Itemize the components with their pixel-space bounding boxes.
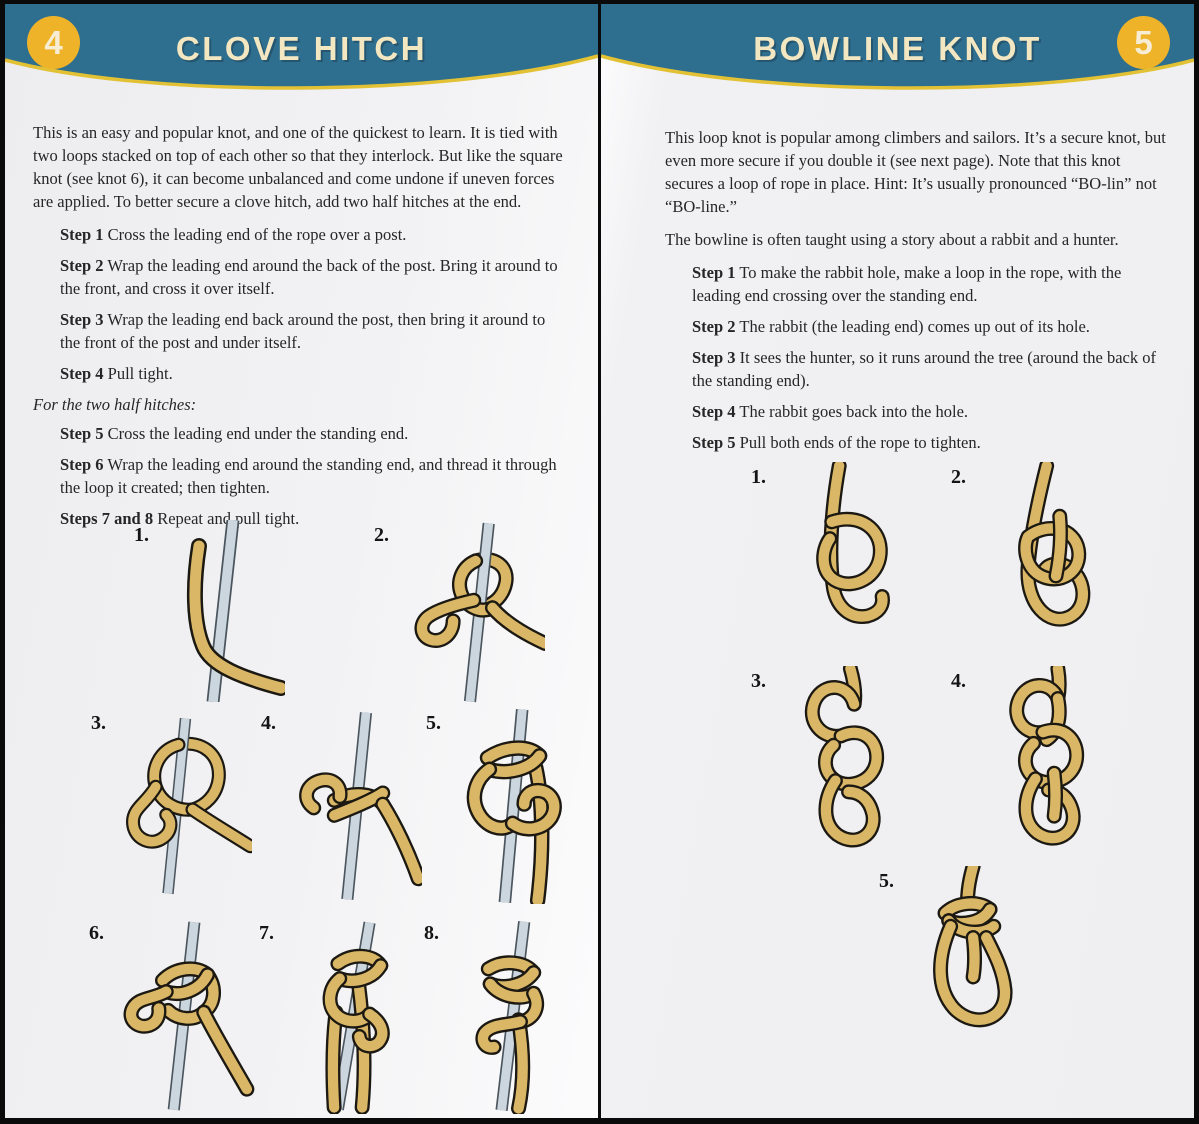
rope bbox=[383, 804, 418, 879]
figure-clove-step-2 bbox=[374, 520, 545, 705]
step-label: Step 3 bbox=[692, 348, 736, 367]
knot-step-illustration bbox=[972, 462, 1112, 647]
figure-label: 1. bbox=[751, 466, 766, 488]
rope bbox=[1054, 773, 1055, 816]
rope bbox=[519, 1020, 523, 1109]
step-label: Step 6 bbox=[60, 455, 104, 474]
rope bbox=[193, 810, 251, 847]
step-label: Step 1 bbox=[60, 225, 104, 244]
figure-clove-step-5 bbox=[426, 708, 582, 904]
figure-label: 4. bbox=[261, 712, 276, 734]
step-text: Wrap the leading end back around the post, then bring it around to the front of the post and under itself. bbox=[60, 310, 546, 352]
figure-label: 6. bbox=[89, 922, 104, 944]
step-label: Step 2 bbox=[60, 256, 104, 275]
step-item bbox=[60, 362, 568, 385]
figure-bowline-step-2 bbox=[951, 462, 1112, 647]
figure-label: 8. bbox=[424, 922, 439, 944]
step-text: Pull both ends of the rope to tighten. bbox=[739, 433, 981, 452]
rope bbox=[195, 546, 281, 688]
figure-label: 4. bbox=[951, 670, 966, 692]
figure-label: 5. bbox=[879, 870, 894, 892]
step-item bbox=[692, 400, 1166, 423]
step-item bbox=[692, 346, 1166, 392]
knot-step-illustration bbox=[110, 918, 260, 1114]
step-text: Wrap the leading end around the standing end, and thread it through the loop it created; then tighten. bbox=[60, 455, 557, 497]
figure-clove-step-1 bbox=[134, 520, 285, 702]
step-label: Step 2 bbox=[692, 317, 736, 336]
step-label: Step 3 bbox=[60, 310, 104, 329]
figure-bowline-step-5 bbox=[879, 866, 1050, 1041]
figure-label: 1. bbox=[134, 524, 149, 546]
step-list bbox=[33, 422, 568, 530]
step-list bbox=[33, 223, 568, 385]
intro-paragraph: This is an easy and popular knot, and one of the quickest to learn. It is tied with two loops stacked on top of each other so that they interlock. But like the square knot (see knot 6), it can become unbalanced and come undone if uneven forces are applied. To better secure a clove hitch, add two half hitches at the end. bbox=[33, 123, 563, 211]
rope bbox=[333, 1012, 336, 1107]
step-label: Step 1 bbox=[692, 263, 736, 282]
knot-step-illustration bbox=[900, 866, 1050, 1041]
knot-step-illustration bbox=[155, 520, 285, 702]
step-text: It sees the hunter, so it runs around the tree (around the back of the standing end). bbox=[692, 348, 1156, 390]
step-text: Cross the leading end of the rope over a post. bbox=[107, 225, 407, 244]
knot-step-illustration bbox=[447, 708, 582, 904]
step-text: The rabbit goes back into the hole. bbox=[739, 402, 969, 421]
knot-step-illustration bbox=[972, 666, 1112, 858]
step-label: Steps 7 and 8 bbox=[60, 509, 154, 528]
page-title: CLOVE HITCH bbox=[175, 30, 428, 67]
knot-step-illustration bbox=[280, 918, 420, 1114]
instructions bbox=[601, 104, 1194, 454]
step-text: To make the rabbit hole, make a loop in the rope, with the leading end crossing over the standing end. bbox=[692, 263, 1122, 305]
figure-label: 2. bbox=[374, 524, 389, 546]
step-text: Repeat and pull tight. bbox=[157, 509, 300, 528]
step-item bbox=[60, 453, 568, 499]
knot-step-illustration bbox=[282, 708, 422, 904]
step-text: Pull tight. bbox=[107, 364, 173, 383]
step-item bbox=[60, 308, 568, 354]
figure-label: 5. bbox=[426, 712, 441, 734]
rope bbox=[204, 1012, 247, 1089]
knot-step-illustration bbox=[112, 708, 252, 904]
figure-bowline-step-4 bbox=[951, 666, 1112, 858]
page-bowline-knot bbox=[601, 4, 1194, 1118]
step-item bbox=[60, 223, 568, 246]
knot-step-illustration bbox=[445, 918, 577, 1114]
figure-clove-step-7 bbox=[259, 918, 420, 1114]
story-paragraph: The bowline is often taught using a story about a rabbit and a hunter. bbox=[665, 230, 1119, 249]
figure-clove-step-8 bbox=[424, 918, 577, 1114]
intro-paragraph: This loop knot is popular among climbers and sailors. It’s a secure knot, but even more secure if you double it (see next page). Note that this knot secures a loop of rope in place. Hint: It’s usually pronounced “BO-lin” not “BO-line.” bbox=[665, 128, 1166, 216]
figure-bowline-step-1 bbox=[751, 462, 912, 647]
knot-step-illustration bbox=[772, 462, 912, 647]
figure-label: 3. bbox=[751, 670, 766, 692]
step-label: Step 5 bbox=[692, 433, 736, 452]
step-item bbox=[60, 422, 568, 445]
step-item bbox=[60, 254, 568, 300]
figure-clove-step-4 bbox=[261, 708, 422, 904]
step-label: Step 5 bbox=[60, 424, 104, 443]
step-label: Step 4 bbox=[60, 364, 104, 383]
step-item bbox=[692, 261, 1166, 307]
instructions bbox=[5, 104, 598, 530]
knot-step-illustration bbox=[395, 520, 545, 705]
page-number: 4 bbox=[44, 23, 63, 61]
step-item bbox=[692, 315, 1166, 338]
figure-clove-step-6 bbox=[89, 918, 260, 1114]
page-number: 5 bbox=[1134, 23, 1153, 61]
half-hitch-heading: For the two half hitches: bbox=[33, 395, 197, 414]
step-text: Cross the leading end under the standing end. bbox=[107, 424, 409, 443]
figure-bowline-step-3 bbox=[751, 666, 912, 858]
rope bbox=[1056, 516, 1060, 576]
figure-clove-step-3 bbox=[91, 708, 252, 904]
rope bbox=[973, 938, 974, 977]
figure-label: 3. bbox=[91, 712, 106, 734]
step-text: The rabbit (the leading end) comes up out of its hole. bbox=[739, 317, 1090, 336]
step-label: Step 4 bbox=[692, 402, 736, 421]
figure-label: 7. bbox=[259, 922, 274, 944]
knot-step-illustration bbox=[772, 666, 912, 858]
step-list bbox=[665, 261, 1166, 454]
figure-label: 2. bbox=[951, 466, 966, 488]
page-title: BOWLINE KNOT bbox=[753, 30, 1042, 67]
step-item bbox=[692, 431, 1166, 454]
step-text: Wrap the leading end around the back of the post. Bring it around to the front, and cross it over itself. bbox=[60, 256, 558, 298]
page-clove-hitch bbox=[5, 4, 598, 1118]
